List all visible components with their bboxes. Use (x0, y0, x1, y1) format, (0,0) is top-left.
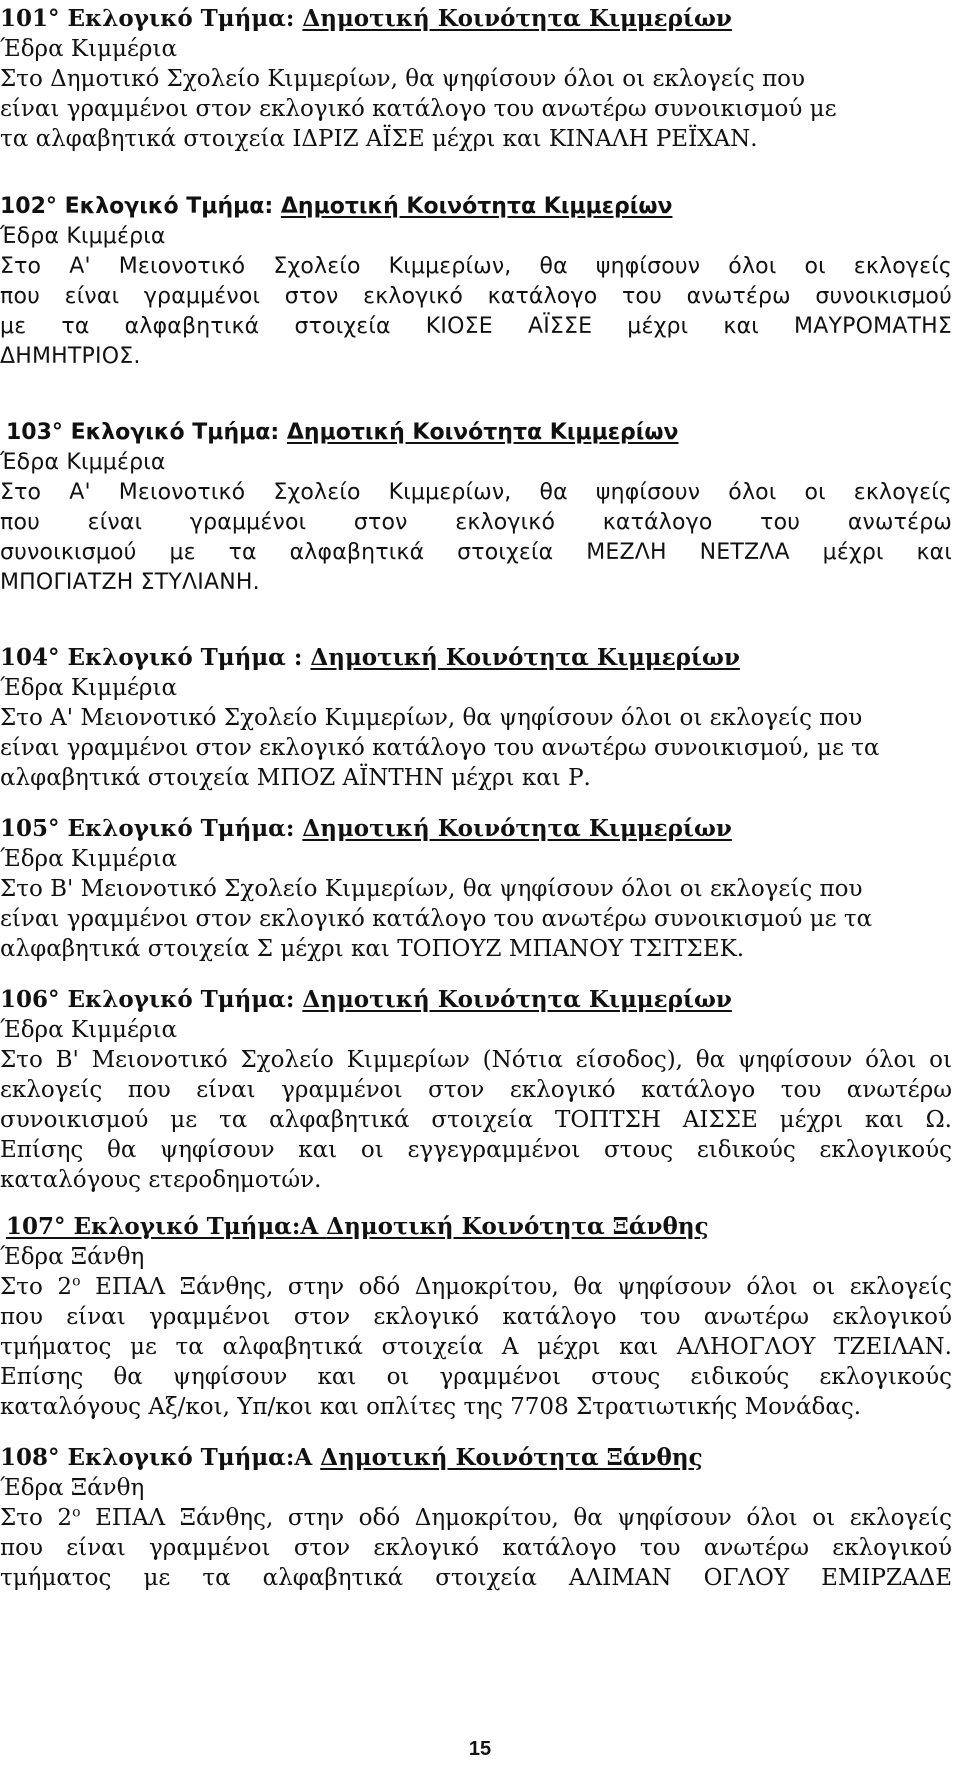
section-heading (0, 4, 732, 34)
page-number: 15 (468, 1738, 492, 1760)
body-line: είναι γραμμένοι στον εκλογικό κατάλογο του ανωτέρω συνοικισμού με τα (0, 906, 873, 932)
section-heading (6, 1212, 709, 1242)
section-number: 102° (0, 194, 65, 219)
body-line: Στο Δημοτικό Σχολείο Κιμμερίων, θα ψηφίσουν όλοι οι εκλογείς που (0, 66, 805, 92)
body-line: Στο Α' Μειονοτικό Σχολείο Κιμμερίων, θα ψηφίσουν όλοι οι εκλογείς (0, 254, 952, 279)
seat-location: Έδρα Ξάνθη (0, 1244, 145, 1270)
community-name: Δημοτική Κοινότητα Κιμμερίων (310, 644, 740, 671)
body-line: καταλόγους Αξ/κοι, Υπ/κοι και οπλίτες της 7708 Στρατιωτικής Μονάδας. (0, 1394, 862, 1420)
seat-location: Έδρα Κιμμέρια (0, 675, 177, 701)
seat-location: Έδρα Ξάνθη (0, 1475, 145, 1501)
body-line: που είναι γραμμένοι στον εκλογικό κατάλογο του ανωτέρω (0, 510, 952, 535)
section-number: 106° (0, 986, 68, 1013)
community-name: Δημοτική Κοινότητα Ξάνθης (326, 1213, 709, 1240)
body-line: τμήματος με τα αλφαβητικά στοιχεία ΑΛΙΜΑΝ ΟΓΛΟΥ ΕΜΙΡΖΑΔΕ (0, 1565, 952, 1591)
section-number: 105° (0, 815, 68, 842)
body-line: με τα αλφαβητικά στοιχεία ΚΙΟΣΕ ΑΪΣΣΕ μέχρι και ΜΑΥΡΟΜΑΤΗΣ (0, 314, 952, 339)
body-line: Στο Β' Μειονοτικό Σχολείο Κιμμερίων, θα ψηφίσουν όλοι οι εκλογείς που (0, 876, 863, 902)
community-name: Δημοτική Κοινότητα Κιμμερίων (280, 194, 673, 219)
seat-location: Έδρα Κιμμέρια (0, 450, 166, 475)
body-line: ΜΠΟΓΙΑΤΖΗ ΣΤΥΛΙΑΝΗ. (0, 570, 260, 595)
body-line: Επίσης θα ψηφίσουν και οι εγγεγραμμένοι στους ειδικούς εκλογικούς (0, 1137, 952, 1163)
section-number: 108° (0, 1444, 68, 1471)
body-line: Στο Β' Μειονοτικό Σχολείο Κιμμερίων (Νότια είσοδος), θα ψηφίσουν όλοι οι (0, 1047, 952, 1073)
body-line: Στο $2^o$ ΕΠΑΛ Ξάνθης, στην οδό Δημοκρίτου, θα ψηφίσουν όλοι οι εκλογείς (0, 1273, 952, 1300)
section-label: Εκλογικό Τμήμα: (64, 194, 281, 219)
section-number: 107° (6, 1213, 74, 1240)
body-line: τα αλφαβητικά στοιχεία ΙΔΡΙΖ ΑΪΣΕ μέχρι και ΚΙΝΑΛΗ ΡΕΪΧΑΝ. (0, 126, 758, 152)
community-name: Δημοτική Κοινότητα Κιμμερίων (302, 986, 732, 1013)
section-heading (6, 418, 678, 448)
body-line: αλφαβητικά στοιχεία Σ μέχρι και ΤΟΠΟΥΖ ΜΠΑΝΟΥ ΤΣΙΤΣΕΚ. (0, 936, 745, 962)
community-name: Δημοτική Κοινότητα Ξάνθης (320, 1444, 703, 1471)
section-heading (0, 1443, 703, 1473)
body-line: καταλόγους ετεροδημοτών. (0, 1167, 322, 1193)
section-heading (0, 643, 740, 673)
section-label: Εκλογικό Τμήμα : (67, 644, 311, 671)
community-name: Δημοτική Κοινότητα Κιμμερίων (302, 815, 732, 842)
body-line: που είναι γραμμένοι στον εκλογικό κατάλογο του ανωτέρω συνοικισμού (0, 284, 952, 309)
seat-location: Έδρα Κιμμέρια (0, 36, 177, 62)
section-heading (0, 192, 672, 222)
section-label: Εκλογικό Τμήμα: (67, 815, 303, 842)
section-number: 103° (6, 420, 71, 445)
body-line: Επίσης θα ψηφίσουν και οι γραμμένοι στους ειδικούς εκλογικούς (0, 1364, 952, 1390)
section-label: Εκλογικό Τμήμα: (67, 986, 303, 1013)
body-line: τμήματος με τα αλφαβητικά στοιχεία Α μέχρι και ΑΛΗΟΓΛΟΥ ΤΖΕΙΛΑΝ. (0, 1334, 952, 1360)
body-line: που είναι γραμμένοι στον εκλογικό κατάλογο του ανωτέρω εκλογικού (0, 1535, 952, 1561)
body-line: Στο Α' Μειονοτικό Σχολείο Κιμμερίων, θα ψηφίσουν όλοι οι εκλογείς (0, 480, 952, 505)
seat-location: Έδρα Κιμμέρια (0, 1017, 177, 1043)
section-number: 101° (0, 5, 68, 32)
community-name: Δημοτική Κοινότητα Κιμμερίων (286, 420, 679, 445)
body-line: συνοικισμού με τα αλφαβητικά στοιχεία ΜΕΖΛΗ ΝΕΤΖΛΑ μέχρι και (0, 540, 952, 565)
seat-location: Έδρα Κιμμέρια (0, 846, 177, 872)
section-heading (0, 814, 732, 844)
body-line: εκλογείς που είναι γραμμένοι στον εκλογικό κατάλογο του ανωτέρω (0, 1077, 952, 1103)
body-line: ΔΗΜΗΤΡΙΟΣ. (0, 344, 141, 369)
body-line: είναι γραμμένοι στον εκλογικό κατάλογο του ανωτέρω συνοικισμού με (0, 96, 837, 122)
body-line: Στο $2^o$ ΕΠΑΛ Ξάνθης, στην οδό Δημοκρίτου, θα ψηφίσουν όλοι οι εκλογείς (0, 1504, 952, 1531)
body-line: είναι γραμμένοι στον εκλογικό κατάλογο του ανωτέρω συνοικισμού, με τα (0, 735, 880, 761)
section-number: 104° (0, 644, 68, 671)
body-line: που είναι γραμμένοι στον εκλογικό κατάλογο του ανωτέρω εκλογικού (0, 1304, 952, 1330)
section-label: Εκλογικό Τμήμα:Α (67, 1444, 321, 1471)
body-line: συνοικισμού με τα αλφαβητικά στοιχεία ΤΟΠΤΣΗ ΑΙΣΣΕ μέχρι και Ω. (0, 1107, 952, 1133)
seat-location: Έδρα Κιμμέρια (0, 224, 166, 249)
body-line: Στο Α' Μειονοτικό Σχολείο Κιμμερίων, θα ψηφίσουν όλοι οι εκλογείς που (0, 705, 863, 731)
section-label: Εκλογικό Τμήμα: (70, 420, 287, 445)
body-line: αλφαβητικά στοιχεία ΜΠΟΖ ΑΪΝΤΗΝ μέχρι και Ρ. (0, 765, 591, 791)
community-name: Δημοτική Κοινότητα Κιμμερίων (302, 5, 732, 32)
section-label: Εκλογικό Τμήμα: (67, 5, 303, 32)
section-heading (0, 985, 732, 1015)
section-label: Εκλογικό Τμήμα:Α (73, 1213, 327, 1240)
